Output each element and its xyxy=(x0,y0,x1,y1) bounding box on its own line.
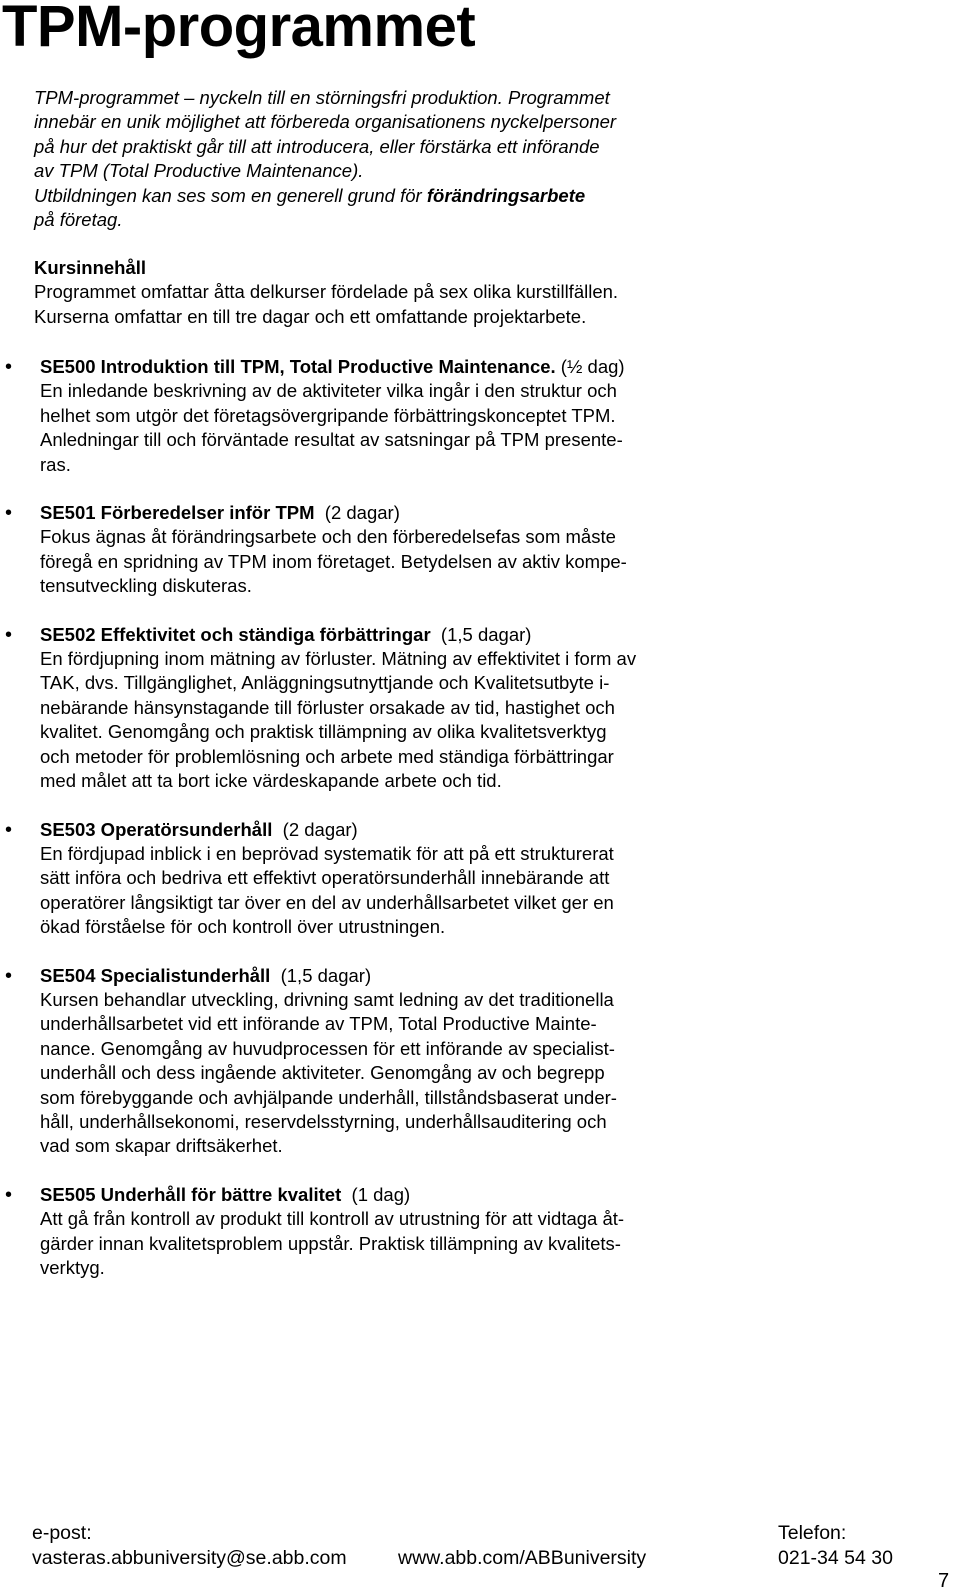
course-description-line: En inledande beskrivning av de aktiviteter vilka ingår i den struktur och xyxy=(40,380,617,402)
course-item xyxy=(0,355,740,477)
course-duration: (½ dag) xyxy=(555,356,625,377)
course-list xyxy=(0,355,740,1304)
course-description-line: nance. Genomgång av huvudprocessen för ett införande av specialist- xyxy=(40,1037,615,1059)
bullet-icon: • xyxy=(5,964,13,987)
course-item xyxy=(0,818,740,940)
course-description-line: med målet att ta bort icke värdeskapande arbete och tid. xyxy=(40,770,502,792)
course-heading xyxy=(40,623,740,647)
course-description-line: Att gå från kontroll av produkt till kontroll av utrustning för att vidtaga åt- xyxy=(40,1208,625,1230)
section-heading: Kursinnehåll xyxy=(34,257,147,278)
course-duration: (1 dag) xyxy=(341,1183,411,1205)
course-description-line: föregå en spridning av TPM inom företaget. Betydelsen av aktiv kompe- xyxy=(40,550,627,572)
course-description-line: Fokus ägnas åt förändringsarbete och den förberedelsefas som måste xyxy=(40,526,616,548)
intro-paragraph xyxy=(34,86,734,232)
course-description-line: helhet som utgör det företagsövergripande förbättringskonceptet TPM. xyxy=(40,404,616,426)
course-description-line: operatörer långsiktigt tar över en del av underhållsarbetet vilket ger en xyxy=(40,891,614,913)
phone-label: Telefon: xyxy=(778,1522,847,1544)
bullet-icon: • xyxy=(5,502,13,525)
course-description-line: Anledningar till och förväntade resultat av satsningar på TPM presente- xyxy=(40,429,623,451)
course-description-line: gärder innan kvalitetsproblem uppstår. Praktisk tillämpning av kvalitets- xyxy=(40,1232,621,1254)
course-description-line: och metoder för problemlösning och arbete med ständiga förbättringar xyxy=(40,745,614,767)
course-description-line: En fördjupad inblick i en beprövad systematik för att på ett strukturerat xyxy=(40,842,614,864)
course-description-line: Kursen behandlar utveckling, drivning samt ledning av det traditionella xyxy=(40,988,614,1010)
course-description-line: ökad förståelse för och kontroll över utrustningen. xyxy=(40,916,446,938)
intro-line: på hur det praktiskt går till att introducera, eller förstärka ett införande xyxy=(34,135,600,157)
course-title: SE501 Förberedelser inför TPM xyxy=(40,502,315,524)
intro-line: av TPM (Total Productive Maintenance). xyxy=(34,160,364,182)
course-title: SE505 Underhåll för bättre kvalitet xyxy=(40,1183,342,1205)
course-description-line: underhållsarbetet vid ett införande av TPM, Total Productive Mainte- xyxy=(40,1013,597,1035)
course-item xyxy=(0,964,740,1159)
intro-line-text: Utbildningen kan ses som en generell grund för xyxy=(34,184,427,206)
course-title: SE500 Introduktion till TPM, Total Productive Maintenance. xyxy=(40,356,556,377)
bullet-icon: • xyxy=(5,623,13,646)
course-heading xyxy=(40,355,740,379)
course-heading xyxy=(40,1183,740,1207)
bullet-icon: • xyxy=(5,356,13,378)
course-duration: (2 dagar) xyxy=(314,502,400,524)
course-description-line: kvalitet. Genomgång och praktisk tillämpning av olika kvalitetsverktyg xyxy=(40,721,607,743)
course-heading xyxy=(40,964,740,988)
course-description-line: En fördjupning inom mätning av förluster. Mätning av effektivitet i form av xyxy=(40,648,637,670)
course-item xyxy=(0,623,740,794)
phone-number: 021-34 54 30 xyxy=(778,1546,893,1569)
footer-email-block xyxy=(32,1521,347,1570)
page-title: TPM-programmet xyxy=(2,0,476,59)
intro-line: på företag. xyxy=(34,209,123,231)
course-title: SE504 Specialistunderhåll xyxy=(40,964,271,986)
course-title: SE502 Effektivitet och ständiga förbättringar xyxy=(40,623,431,645)
course-heading xyxy=(40,818,740,842)
footer-phone-block xyxy=(778,1521,893,1570)
course-duration: (2 dagar) xyxy=(272,818,358,840)
email-label: e-post: xyxy=(32,1522,92,1544)
course-description-line: ras. xyxy=(40,453,71,475)
course-duration: (1,5 dagar) xyxy=(430,623,532,645)
course-description-line: underhåll och dess ingående aktiviteter. Genomgång av och begrepp xyxy=(40,1062,605,1084)
page-number: 7 xyxy=(938,1570,950,1592)
intro-line: TPM-programmet – nyckeln till en störningsfri produktion. Programmet xyxy=(34,87,610,108)
course-description-line: TAK, dvs. Tillgänglighet, Anläggningsutnyttjande och Kvalitetsutbyte i- xyxy=(40,672,610,694)
course-description-line: tensutveckling diskuteras. xyxy=(40,575,252,597)
web-link[interactable]: www.abb.com/ABBuniversity xyxy=(398,1546,647,1569)
course-duration: (1,5 dagar) xyxy=(270,964,372,986)
intro-emphasis: förändringsarbete xyxy=(426,184,586,206)
bullet-icon: • xyxy=(5,1183,13,1206)
course-description-line: som förebyggande och avhjälpande underhåll, tillståndsbaserat under- xyxy=(40,1086,617,1108)
course-description-line: håll, underhållsekonomi, reservdelsstyrning, underhållsauditering och xyxy=(40,1110,607,1132)
course-description-line: sätt införa och bedriva ett effektivt operatörsunderhåll innebärande att xyxy=(40,867,610,889)
section-line: Programmet omfattar åtta delkurser fördelade på sex olika kurstillfällen. xyxy=(34,281,619,303)
intro-line xyxy=(34,184,734,208)
course-heading xyxy=(40,501,740,525)
bullet-icon: • xyxy=(5,818,13,841)
course-item xyxy=(0,1183,740,1281)
course-content-section xyxy=(34,256,754,329)
email-link[interactable]: vasteras.abbuniversity@se.abb.com xyxy=(32,1546,347,1569)
course-title: SE503 Operatörsunderhåll xyxy=(40,818,273,840)
section-line: Kurserna omfattar en till tre dagar och ett omfattande projektarbete. xyxy=(34,305,587,327)
course-item xyxy=(0,501,740,599)
course-description-line: vad som skapar driftsäkerhet. xyxy=(40,1135,283,1157)
course-description-line: nebärande hänsynstagande till förluster orsakade av tid, hastighet och xyxy=(40,696,615,718)
intro-line: innebär en unik möjlighet att förbereda organisationens nyckelpersoner xyxy=(34,111,617,133)
course-description-line: verktyg. xyxy=(40,1257,105,1278)
